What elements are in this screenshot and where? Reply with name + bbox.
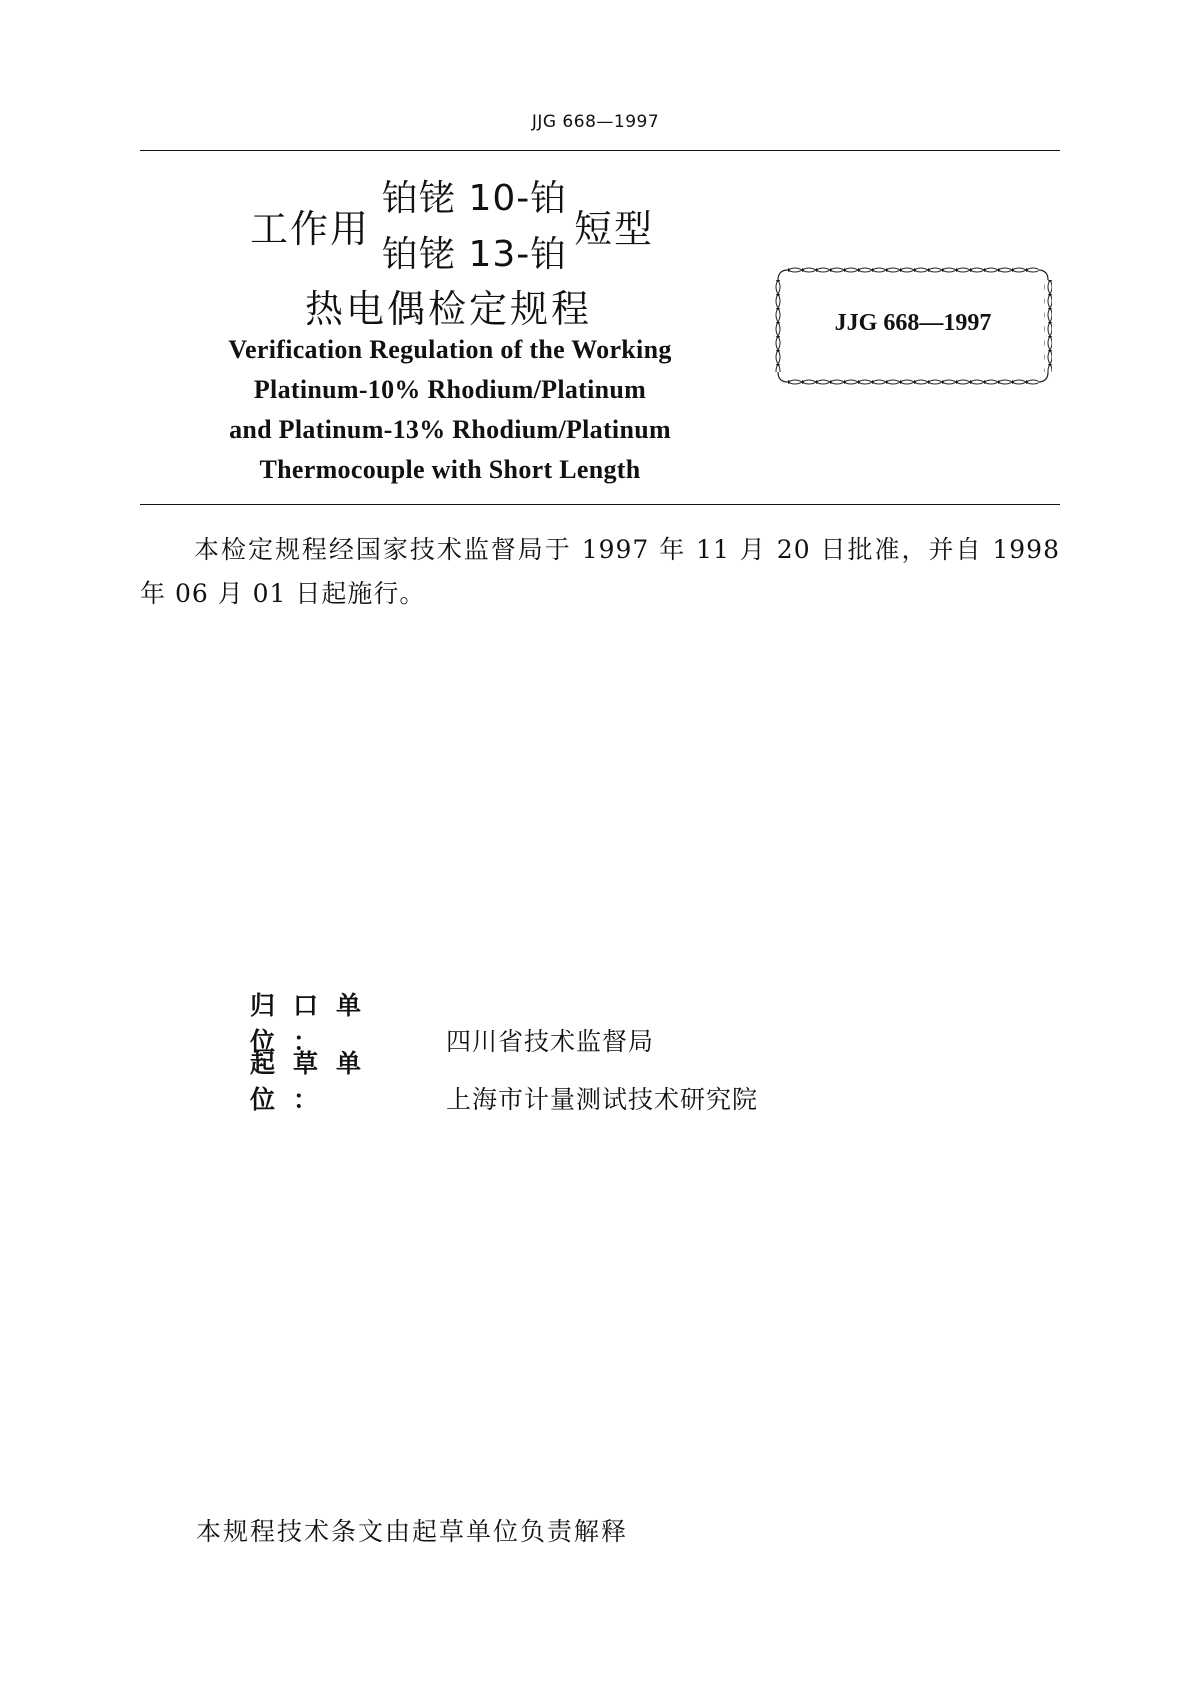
running-header-code: JJG 668—1997 (531, 112, 660, 132)
title-thermocouple-type-2: 铂铑 13-铂 (382, 234, 568, 275)
drafting-unit-label: 起草单位： (250, 1049, 380, 1114)
english-title-line: and Platinum-13% Rhodium/Platinum (229, 415, 671, 444)
english-title-line: Platinum-10% Rhodium/Platinum (253, 375, 647, 404)
responsible-unit-value: 四川省技术监督局 (446, 1027, 655, 1056)
title-main-line: 热电偶检定规程 (305, 287, 593, 331)
top-divider (140, 150, 1060, 151)
drafting-unit-value: 上海市计量测试技术研究院 (446, 1085, 759, 1114)
bottom-divider (140, 504, 1060, 505)
title-suffix: 短型 (574, 207, 655, 251)
english-title-line: Verification Regulation of the Working (228, 335, 672, 364)
code-box-label: JJG 668—1997 (834, 310, 992, 336)
approval-statement: 本检定规程经国家技术监督局于 1997 年 11 月 20 日批准，并自 1998 年 06 月 01 日起施行。 (140, 535, 1060, 608)
regulation-code-box (774, 266, 1052, 386)
responsible-unit-label: 归口单位： (250, 991, 380, 1056)
title-thermocouple-type-1: 铂铑 10-铂 (382, 178, 568, 219)
english-title-line: Thermocouple with Short Length (259, 455, 641, 484)
title-prefix: 工作用 (250, 207, 371, 251)
english-title (190, 330, 710, 490)
interpretation-note: 本规程技术条文由起草单位负责解释 (196, 1517, 629, 1546)
drafting-unit-row (250, 1044, 758, 1116)
